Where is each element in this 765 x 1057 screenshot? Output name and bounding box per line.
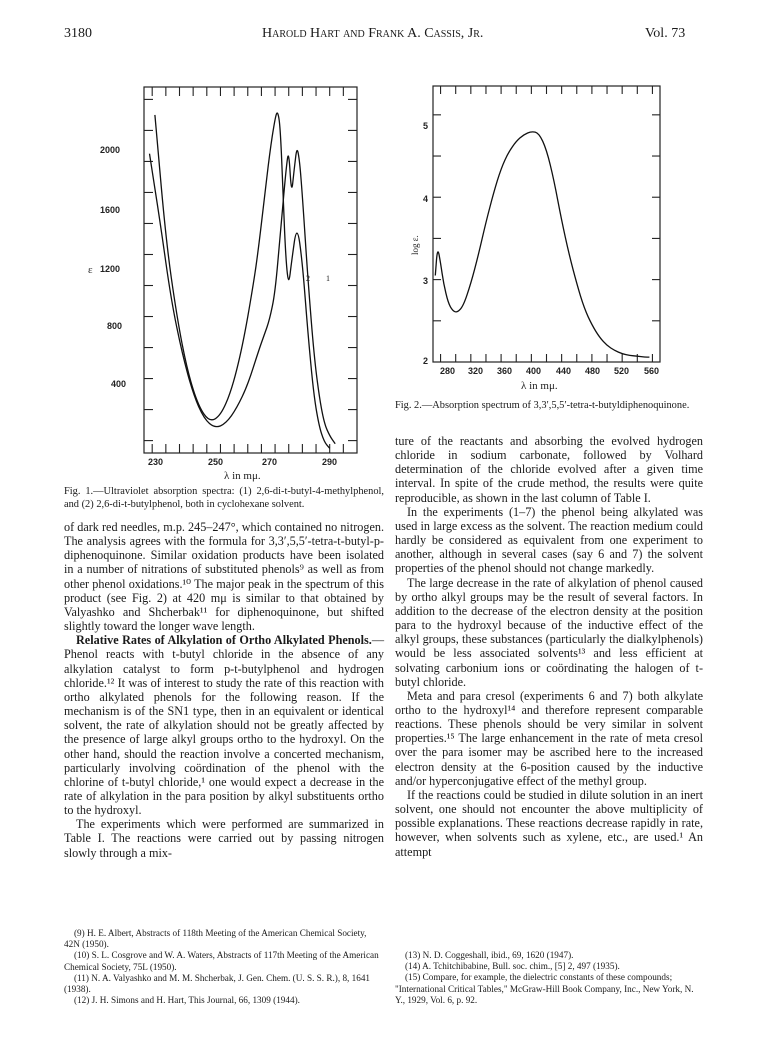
left-footnotes [64,928,384,1006]
figure-2-ticks [433,86,660,362]
figure-2-caption: Fig. 2.—Absorption spectrum of 3,3′,5,5′-tetra-t-butyldiphenoquinone. [395,400,690,411]
figure-1-y-tick: 400 [111,379,127,389]
figure-1-y-tick: 1200 [100,264,121,274]
figure-2-y-tick: 4 [423,194,429,204]
left-column-body [64,520,384,860]
paragraph: In the experiments (1–7) the phenol being alkylated was used in large excess as the solvent. The reaction medium could hardly be considered as equivalent from one experiment to another, although in several cases (say 6 and 7) the solvent properties of the phenol should not change markedly. [395,504,703,576]
figure-2-x-tick: 440 [556,366,572,376]
figure-2-y-tick: 2 [423,356,429,366]
figure-1-y-tick: 800 [107,321,123,331]
paragraph: The large decrease in the rate of alkylation of phenol caused by ortho alkyl groups may be the result of several factors. In addition to the decrease of the electron density at the position para to the hydroxyl because of the inductive effect of the alkyl groups, these substances (particularly the dialkylphenols) would be less associated solvents¹³ and less efficient at solvating carbonium ions or coördinating the halogen of t-butyl chloride. [395,575,703,689]
figure-1-curve-label-2: 2 [306,274,310,283]
figure-2-y-tick: 5 [423,121,429,131]
running-header-authors: Harold Hart and Frank A. Cassis, Jr. [262,26,484,41]
figure-2-x-tick: 480 [585,366,601,376]
figure-2-x-tick: 400 [526,366,542,376]
page-number: 3180 [64,26,92,41]
series-line-1 [435,132,649,357]
figure-2-x-tick: 560 [644,366,660,376]
footnote: (11) N. A. Valyashko and M. M. Shcherbak, J. Gen. Chem. (U. S. S. R.), 8, 1641 (1938). [64,972,371,995]
right-footnotes [395,950,703,1006]
footnote: (12) J. H. Simons and H. Hart, This Journal, 66, 1309 (1944). [74,995,300,1006]
paragraph: of dark red needles, m.p. 245–247°, which contained no nitrogen. The analysis agrees with the formula for 3,3′,5,5′-tetra-t-butyl-p-diphenoquinone. Similar oxidation products have been isolated in a number of nitrations of substituted phenols⁹ as well as from other phenol oxidations.¹⁰ The major peak in the spectrum of this product (see Fig. 2) at 420 mμ is similar to that obtained by Valyashko and Shcherbak¹¹ for diphenoquinone, but shifted slightly toward the longer wave length. [64,520,384,634]
paragraph-with-heading [64,633,384,817]
figure-2-x-tick: 280 [440,366,456,376]
figure-2-frame [433,86,660,362]
paragraph: ture of the reactants and absorbing the evolved hydrogen chloride in sodium carbonate, followed by Volhard determination of the chloride evolved after a given time interval. In spite of the crude method, the results were quite reproducible, as shown in the last column of Table I. [395,434,703,505]
figure-1-y-tick: 1600 [100,205,121,215]
figure-2-x-tick: 320 [468,366,484,376]
footnote: (14) A. Tchitchibabine, Bull. soc. chim., [5] 2, 497 (1935). [405,961,620,972]
figure-2-y-label: log ε. [410,235,420,255]
figure-1-x-tick: 270 [262,457,278,467]
figure-2-chart [0,0,765,400]
paragraph: If the reactions could be studied in dilute solution in an inert solvent, one should not encounter the above multiplicity of possible explanations. These reactions decrease rapidly in rate, however, when solvents such as xylene, etc., are used.¹ An attempt [395,787,703,859]
figure-2-curves [435,132,649,357]
figure-1-x-tick: 250 [208,457,224,467]
figure-1-x-label: λ in mμ. [224,470,261,482]
footnote: (10) S. L. Cosgrove and W. A. Waters, Abstracts of 117th Meeting of the American Chemical Society, 75L (1950). [64,950,379,972]
section-heading: Relative Rates of Alkylation of Ortho Alkylated Phenols. [76,633,372,648]
figure-2-y-tick: 3 [423,276,429,286]
paragraph: The experiments which were performed are summarized in Table I. The reactions were carried out by passing nitrogen slowly through a mix- [64,817,384,860]
figure-1-curve-label-1: 1 [326,274,330,283]
figure-2-x-tick: 520 [614,366,630,376]
figure-1-y-label: ε [88,264,93,276]
figure-1-y-tick: 2000 [100,145,121,155]
figure-1-caption: Fig. 1.—Ultraviolet absorption spectra: (1) 2,6-di-t-butyl-4-methylphenol, and (2) 2,6-di-t-butylphenol, both in cyclohexane solvent. [64,486,384,510]
paragraph: Meta and para cresol (experiments 6 and 7) both alkylate ortho to the hydroxyl¹⁴ and therefore represent comparable reactions. These phenols should be very similar in solvent properties.¹⁵ The large enhancement in the rate of meta cresol over the para isomer may be ascribed here to the increased electron density at the 6-position caused by the inductive and/or hyperconjugative effect of the methyl group. [395,688,703,788]
footnote: (13) N. D. Coggeshall, ibid., 69, 1620 (1947). [405,950,574,960]
figure-2-x-label: λ in mμ. [521,380,558,392]
footnote: (9) H. E. Albert, Abstracts of 118th Meeting of the American Chemical Society, 42N (1950). [64,928,367,950]
footnote: (15) Compare, for example, the dielectric constants of these compounds; "International Critical Tables," McGraw-Hill Book Company, Inc., New York, N. Y., 1929, Vol. 6, p. 92. [395,972,694,1005]
figure-1-x-tick: 230 [148,457,164,467]
right-column-body [395,434,703,859]
volume-label: Vol. 73 [645,26,686,41]
figure-1-x-tick: 290 [322,457,338,467]
paragraph-text: —Phenol reacts with t-butyl chloride in the absence of any alkylation catalyst to form p-t-butylphenol and hydrogen chloride.¹² It was of interest to study the rate of this reaction with ortho alkylated phenols for the following reason. If the mechanism is of the SN1 type, then in an equivalent or identical solvent, the rate of alkylation should not be greatly affected by the presence of large alkyl groups ortho to the hydroxyl. On the other hand, should the reaction involve a concerted mechanism, particularly involving coördination of the phenol with the chlorine of t-butyl chloride,¹ one would expect a decrease in the rate of alkylation in the para position by alkyl substituents ortho to the hydroxyl. [64,633,384,818]
figure-2-x-tick: 360 [497,366,513,376]
